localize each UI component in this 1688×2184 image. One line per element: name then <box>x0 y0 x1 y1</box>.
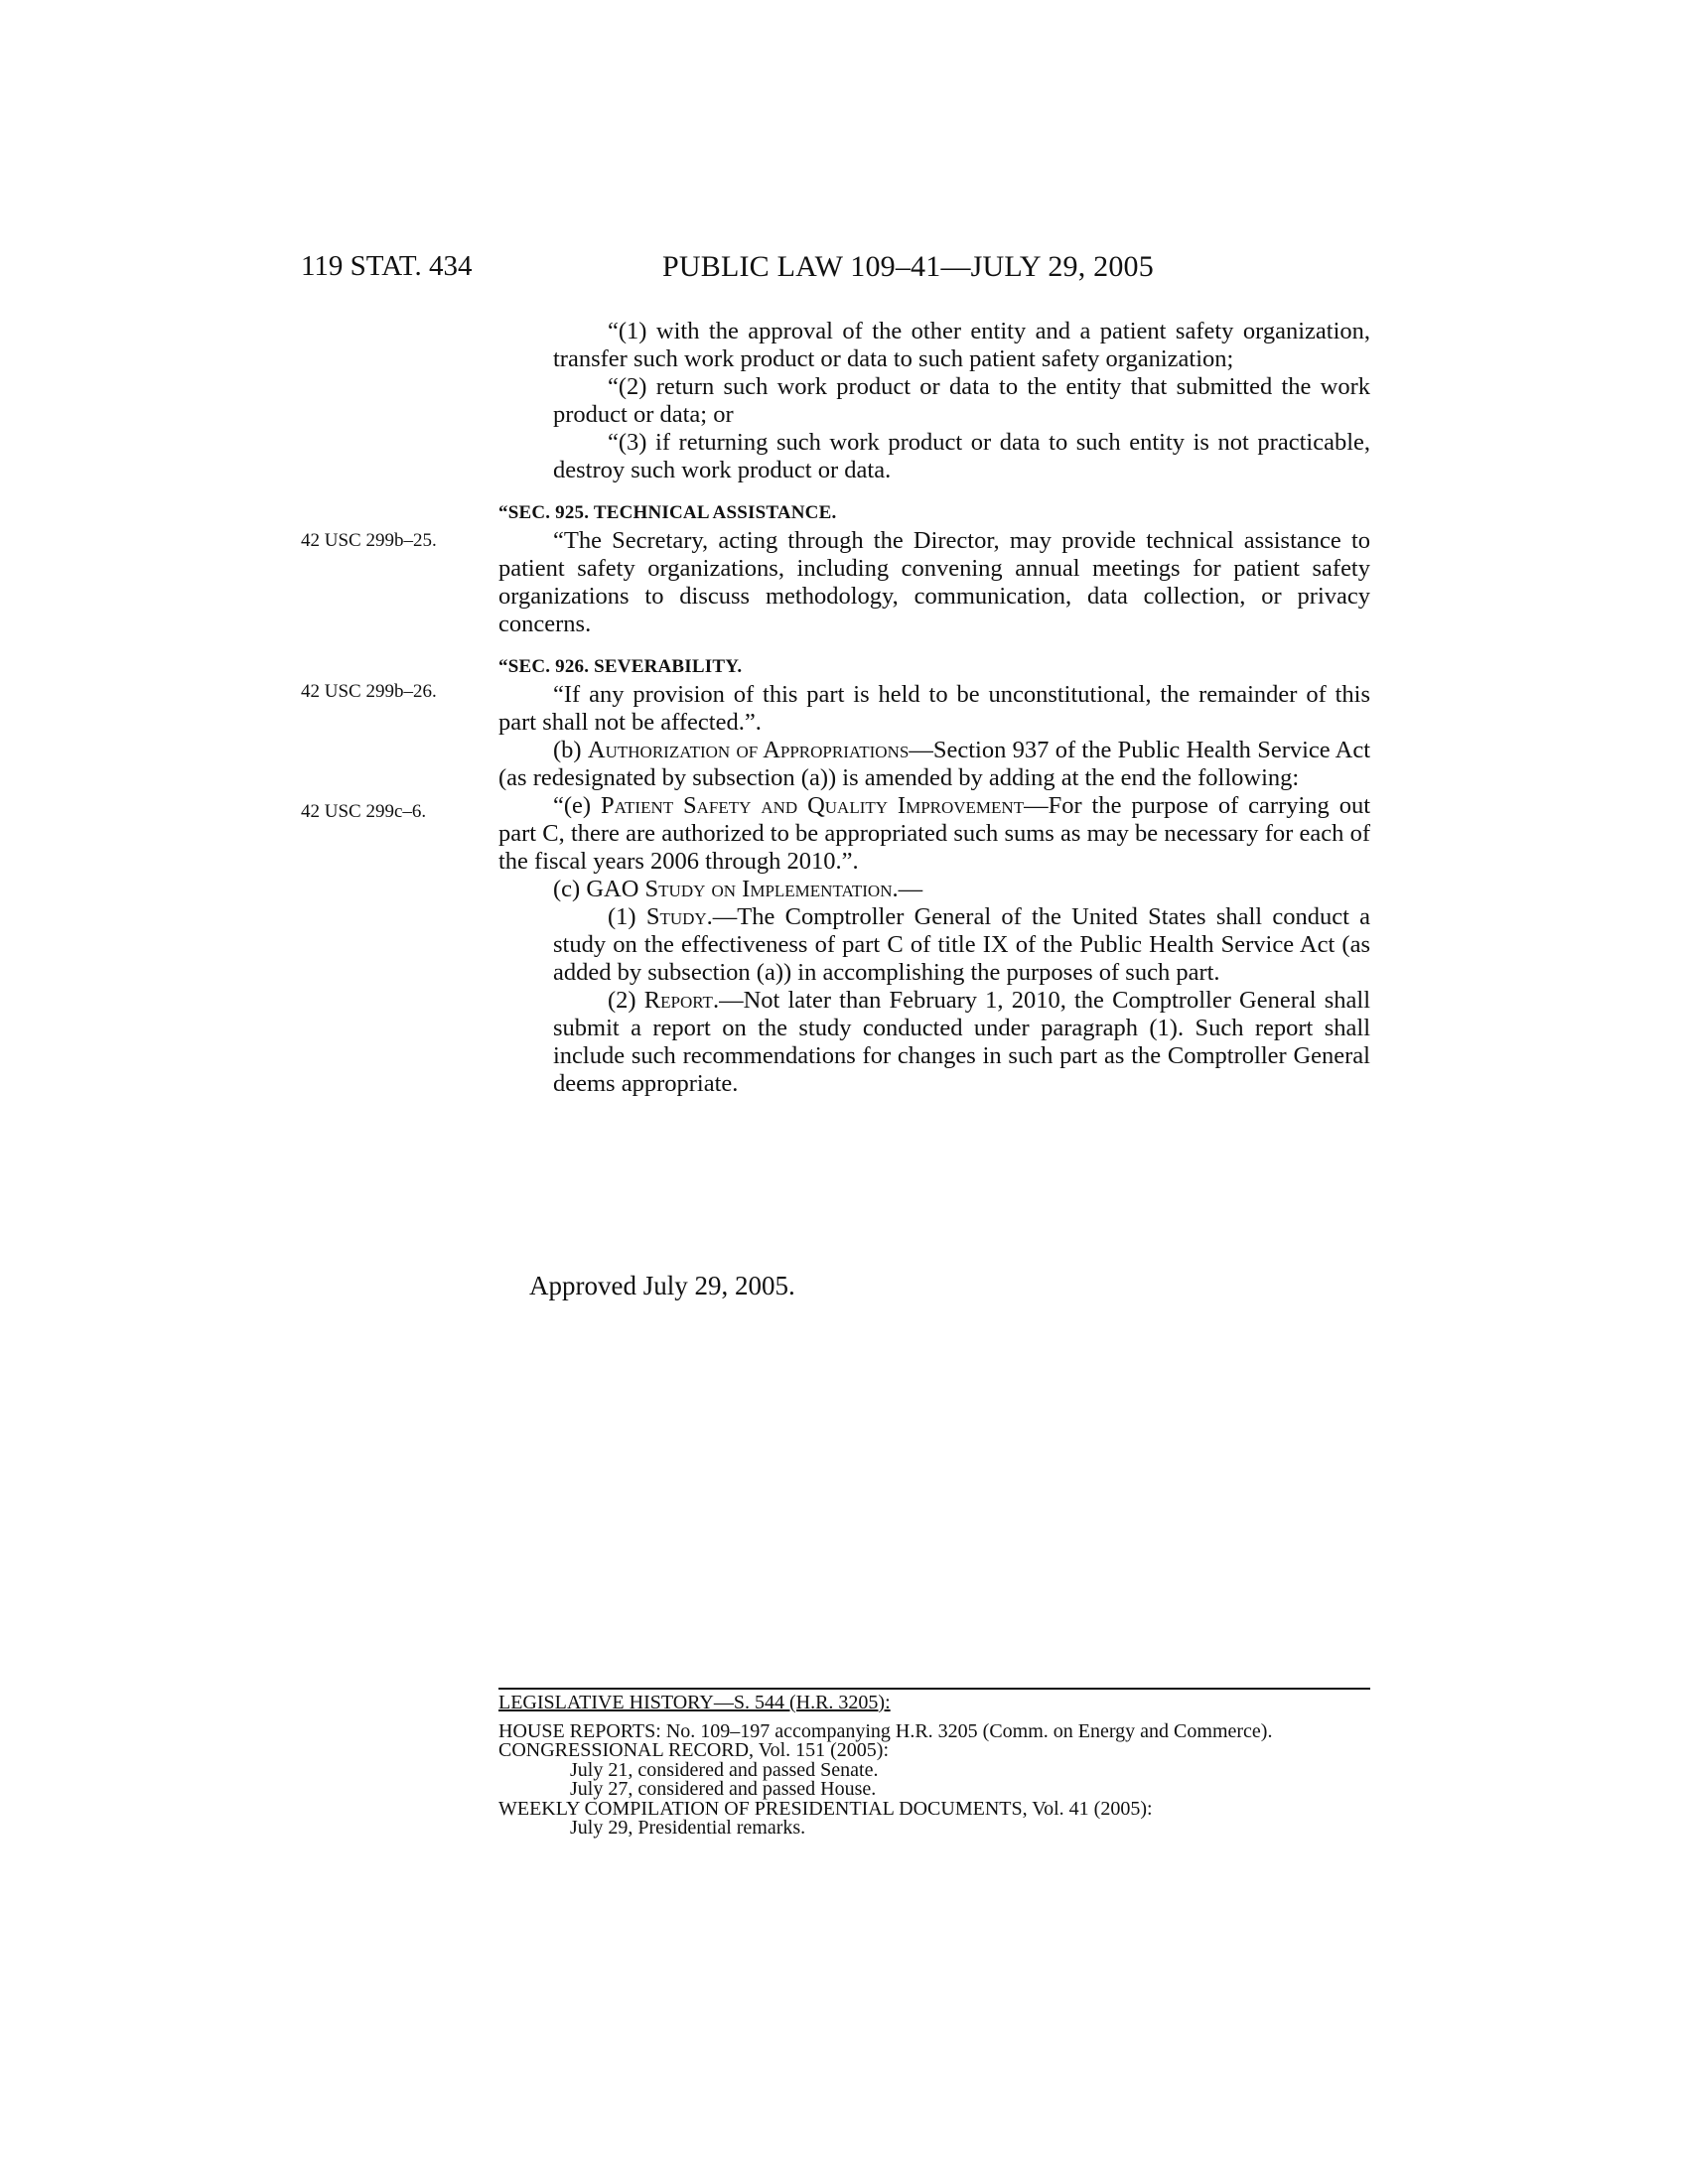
subsection-b-label: (b) <box>553 737 582 763</box>
subsection-c-dash: .— <box>892 876 923 902</box>
weekly-compilation: WEEKLY COMPILATION OF PRESIDENTIAL DOCUMENTS, Vol. 41 (2005): <box>498 1797 1153 1820</box>
approval-date: Approved July 29, 2005. <box>529 1271 795 1300</box>
statute-body <box>498 318 1370 1098</box>
margin-note-sec937: 42 USC 299c–6. <box>301 801 427 822</box>
subsection-e-text: —For the purpose of carrying out part C, there are authorized to be appropriated such sums as may be necessary for each of the fiscal years 2006 through 2010.”. <box>498 792 1371 875</box>
legislative-history-title: LEGISLATIVE HISTORY—S. 544 (H.R. 3205): <box>498 1692 891 1713</box>
subsection-b <box>498 737 1370 792</box>
subsection-b-text: —Section 937 of the Public Health Service Act (as redesignated by subsection (a)) is amended by adding at the end the following: <box>498 737 1371 791</box>
house-reports: HOUSE REPORTS: No. 109–197 accompanying H.R. 3205 (Comm. on Energy and Commerce). <box>498 1719 1273 1742</box>
paragraph-item-2: “(2) return such work product or data to the entity that submitted the work product or data; or <box>553 373 1370 428</box>
paragraph-item-1: “(1) with the approval of the other entity and a patient safety organization, transfer such work product or data to such patient safety organization; <box>553 318 1370 372</box>
paragraph-c2-heading: Report <box>643 987 713 1014</box>
subsection-e-heading: Patient Safety and Quality Improvement <box>601 792 1025 819</box>
senate-action: July 21, considered and passed Senate. <box>570 1758 879 1781</box>
subsection-c <box>498 876 1370 903</box>
paragraph-c1-label: (1) <box>608 903 636 930</box>
paragraph-c2-label: (2) <box>608 987 636 1014</box>
subsection-e-label: “(e) <box>553 792 592 819</box>
subsection-c-heading: Study on Implementation <box>644 876 893 902</box>
subsection-c-label: (c) GAO <box>553 876 639 902</box>
stat-citation: 119 STAT. 434 <box>301 250 473 282</box>
paragraph-c1-heading: Study <box>645 903 707 930</box>
section-925-text: “The Secretary, acting through the Director, may provide technical assistance to patient safety organizations, including convening annual meetings for patient safety organizations to discuss methodology, communication, data collection, or privacy concerns. <box>498 527 1370 637</box>
house-action: July 27, considered and passed House. <box>570 1778 877 1800</box>
paragraph-c2 <box>498 987 1370 1098</box>
section-926-text: “If any provision of this part is held to be unconstitutional, the remainder of this part shall not be affected.”. <box>498 681 1370 736</box>
presidential-remarks: July 29, Presidential remarks. <box>570 1817 806 1839</box>
subsection-b-heading: Authorization of Appropriations <box>587 737 910 763</box>
subsection-e <box>498 792 1370 876</box>
law-title: PUBLIC LAW 109–41—JULY 29, 2005 <box>662 250 1154 283</box>
footer-divider <box>498 1688 1370 1690</box>
legislative-history <box>498 1694 1370 1839</box>
margin-note-sec925: 42 USC 299b–25. <box>301 530 437 551</box>
margin-note-sec926: 42 USC 299b–26. <box>301 681 437 702</box>
paragraph-c1-text: .—The Comptroller General of the United States shall conduct a study on the effectiveness of part C of title IX of the Public Health Service Act (as added by subsection (a)) in accomplishing the purposes of such part. <box>553 903 1370 986</box>
paragraph-c1 <box>498 903 1370 987</box>
paragraph-item-3: “(3) if returning such work product or data to such entity is not practicable, destroy such work product or data. <box>553 429 1370 483</box>
section-926-heading: “SEC. 926. SEVERABILITY. <box>498 656 743 677</box>
paragraph-c2-text: .—Not later than February 1, 2010, the Comptroller General shall submit a report on the study conducted under paragraph (1). Such report shall include such recommendations for changes in such part as the Comptroller General deems appropriate. <box>553 987 1371 1097</box>
section-925-heading: “SEC. 925. TECHNICAL ASSISTANCE. <box>498 502 837 523</box>
congressional-record: CONGRESSIONAL RECORD, Vol. 151 (2005): <box>498 1739 889 1761</box>
page-header <box>0 250 1688 290</box>
